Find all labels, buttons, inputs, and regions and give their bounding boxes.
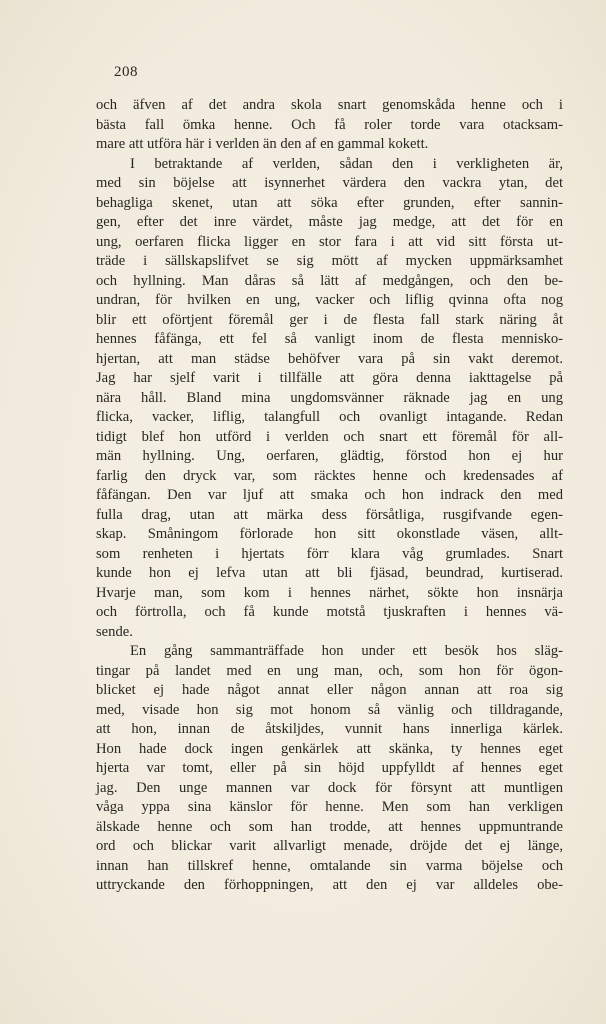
- text-line: skap. Småningom förlorade hon sitt okonstlade väsen, allt-: [96, 526, 563, 542]
- text-line: bästa fall ömka henne. Och få roler torde vara otacksam-: [96, 116, 563, 133]
- text-line: I betraktande af verlden, sådan den i verkligheten är,: [130, 155, 563, 172]
- text-line: ord och blickar varit allvarligt menade, dröjde det ej länge,: [96, 838, 563, 854]
- text-line: Hon hade dock ingen genkärlek att skänka, ty hennes eget: [96, 740, 563, 757]
- text-line: älskade henne och som han trodde, att hennes uppmuntrande: [96, 818, 563, 835]
- text-line: uttryckande den förhoppningen, att den ej var alldeles obe-: [96, 877, 563, 893]
- text-line: nära håll. Bland mina ungdomsvänner räknade jag en ung: [96, 389, 563, 406]
- text-line: med sin böjelse att isynnerhet värdera den vackra ytan, det: [96, 175, 563, 191]
- text-line: våga yppa sina känslor för henne. Men som han verkligen: [96, 799, 563, 815]
- text-line: tidigt blef hon utförd i verlden och snart ett föremål för all-: [96, 428, 563, 445]
- text-line: sende.: [96, 623, 133, 640]
- text-line: undran, för hvilken en ung, vacker och liflig qvinna ofta nog: [96, 292, 563, 308]
- text-line: och förtrolla, och få kunde motstå tjuskraften i hennes vä-: [96, 604, 563, 620]
- text-line: jag. Den unge mannen var dock för försynt att muntligen: [96, 779, 563, 796]
- text-line: som renheten i hjertats förr klara våg grumlades. Snart: [96, 545, 563, 562]
- text-line: tingar på landet med en ung man, och, som hon för ögon-: [96, 662, 563, 679]
- text-line: behagliga skenet, utan att söka efter grunden, efter sannin-: [96, 194, 563, 211]
- text-line: Jag har sjelf varit i tillfälle att göra denna iakttagelse på: [96, 370, 563, 386]
- page-number: 208: [114, 64, 138, 80]
- text-line: hennes fåfänga, ett fel så vanligt inom de flesta mennisko-: [96, 331, 563, 347]
- text-line: träde i sällskapslifvet se sig mött af mycken uppmärksamhet: [96, 253, 563, 269]
- text-line: blir ett oförtjent föremål ger i de flesta fall stark näring åt: [96, 311, 563, 328]
- text-line: blicket ej hade något annat eller någon annan att roa sig: [96, 682, 563, 698]
- text-line: En gång sammanträffade hon under ett besök hos släg-: [130, 643, 563, 659]
- body-text: [96, 96, 563, 896]
- text-line: mare att utföra här i verlden än den af en gammal kokett.: [96, 136, 429, 152]
- text-line: och äfven af det andra skola snart genomskåda henne och i: [96, 97, 563, 113]
- text-line: män hyllning. Ung, oerfaren, glädtig, förstod hon ej hur: [96, 448, 563, 464]
- text-line: hjerta var tomt, eller på sin höjd uppfylldt af hennes eget: [96, 760, 563, 776]
- text-line: innan han tillskref henne, omtalande sin varma böjelse och: [96, 857, 563, 874]
- text-line: Hvarje man, som kom i hennes närhet, sökte hon insnärja: [96, 584, 563, 601]
- text-line: och hyllning. Man dåras så lätt af medgången, och den be-: [96, 272, 563, 289]
- text-line: att hon, innan de åtskiljdes, vunnit hans innerliga kärlek.: [96, 721, 563, 737]
- text-line: ung, oerfaren flicka ligger en stor fara i att vid sitt första ut-: [96, 233, 563, 250]
- text-line: hjertan, att man städse behöfver vara på sin vakt deremot.: [96, 350, 563, 367]
- text-line: fåfängan. Den var ljuf att smaka och hon indrack den med: [96, 487, 563, 503]
- text-line: flicka, vacker, liflig, talangfull och ovanligt intagande. Redan: [96, 409, 563, 425]
- text-line: fulla drag, utan att märka dess försåtliga, rusgifvande egen-: [96, 506, 563, 523]
- text-line: farlig den dryck var, som räcktes henne och kredensades af: [96, 467, 563, 484]
- text-line: gen, efter det inre värdet, måste jag medge, att det för en: [96, 214, 563, 230]
- text-line: med, visade hon sig mot honom så vänlig och tilldragande,: [96, 701, 563, 718]
- text-line: kunde hon ej lefva utan att bli fjäsad, beundrad, kurtiserad.: [96, 565, 563, 581]
